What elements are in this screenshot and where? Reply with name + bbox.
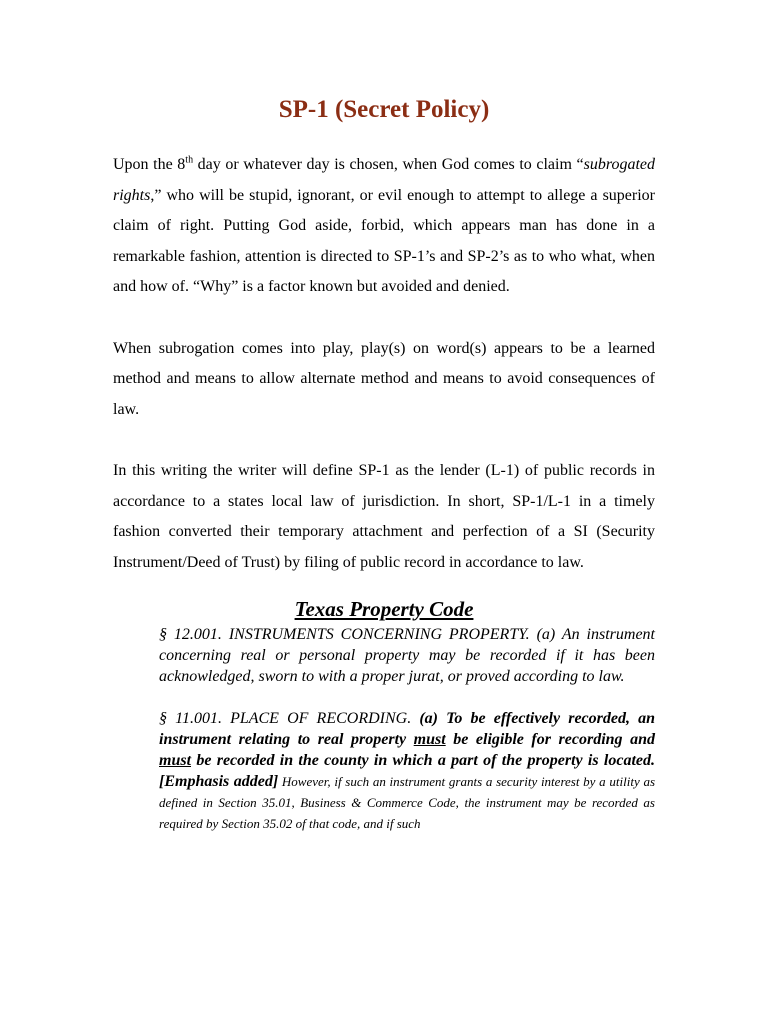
ordinal-suffix: th [185,154,194,166]
emphasis-part-a: (a) To be effectively recorded, an instrument relating to real property [159,710,656,748]
paragraph-1-rest: ,” who will be stupid, ignorant, or evil enough to attempt to allege a superior claim of right. Putting God aside, forbid, which appears man has done in a remarkable fashion, attention is directed to SP-1’s and SP-2’s as to who what, when and how of. “Why” is a factor known but avoided and denied. [113,186,655,295]
paragraph-1 [113,150,655,303]
paragraph-3: In this writing the writer will define SP-1 as the lender (L-1) of public records in accordance to a states local law of jurisdiction. In short, SP-1/L-1 in a timely fashion converted their temporary attachment and perfection of a SI (Security Instrument/Deed of Trust) by filing of public record in accordance to law. [113,462,655,571]
quoted-statute-11-001 [113,708,655,834]
must-underlined-1: must [413,731,446,748]
paragraph-1-start: Upon the 8 [113,156,186,173]
emphasis-part-c: be recorded in the county in which a part of the property is located. [Emphasis added] [159,752,655,790]
subrogated-rights-italic: subrogated rights [113,156,656,204]
section-heading: Texas Property Code [294,597,474,621]
document-title: SP-1 (Secret Policy) [278,96,490,123]
emphasis-part-b: be eligible for recording and [445,731,655,748]
paragraph-1-continued: day or whatever day is chosen, when God comes to claim “ [193,156,584,173]
statute-11-001-small-text: However, if such an instrument grants a security interest by a utility as defined in Section 35.01, Business & Commerce Code, the instrument may be recorded as required by Section 35.02 of that code, and if such [159,774,656,831]
paragraph-2: When subrogation comes into play, play(s) on word(s) appears to be a learned method and means to allow alternate method and means to avoid consequences of law. [113,339,655,418]
statute-11-001-lead: § 11.001. PLACE OF RECORDING. [159,710,420,727]
quoted-statute-12-001: § 12.001. INSTRUMENTS CONCERNING PROPERTY. (a) An instrument concerning real or personal property may be recorded if it has been acknowledged, sworn to with a proper jurat, or proved according to law. [159,626,655,685]
must-underlined-2: must [159,752,192,769]
